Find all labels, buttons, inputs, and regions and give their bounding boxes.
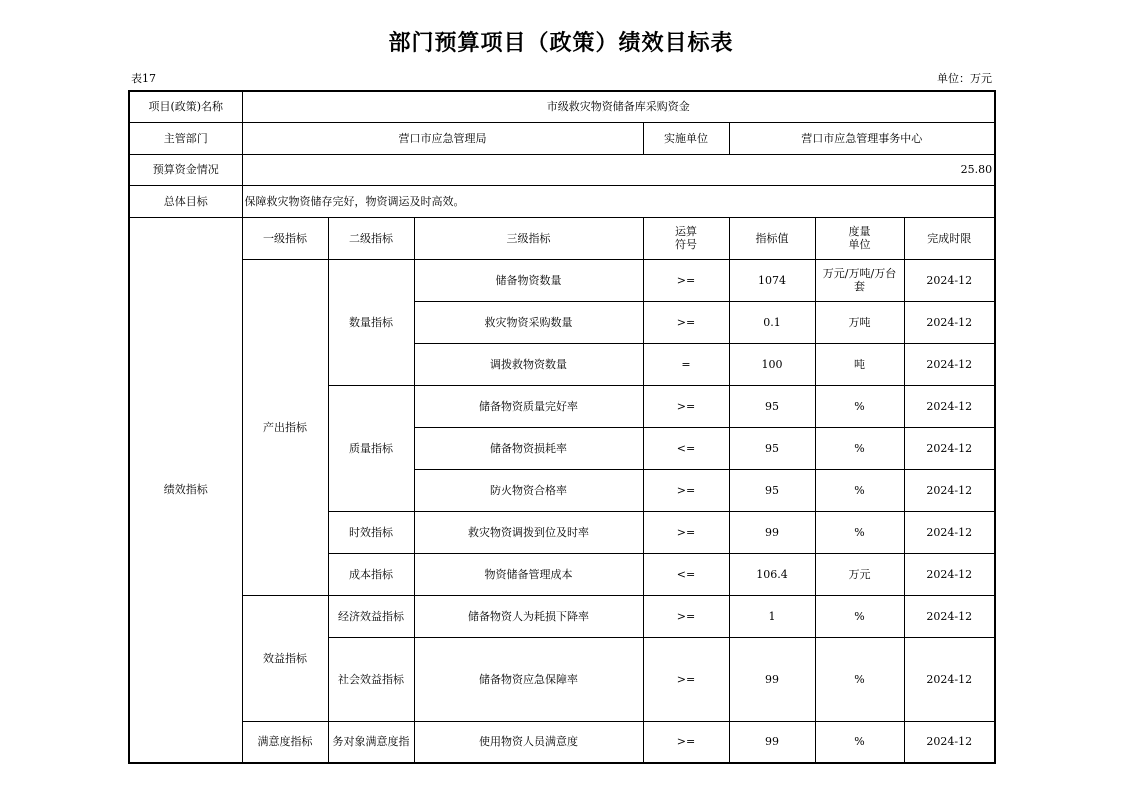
l3-cell: 储备物资损耗率	[414, 427, 643, 469]
l3-cell: 调拨救物资数量	[414, 343, 643, 385]
value-cell: 1	[729, 595, 815, 637]
header-l3: 三级指标	[414, 217, 643, 259]
op-cell: >=	[643, 301, 729, 343]
time-cell: 2024-12	[904, 427, 995, 469]
unit-cell: %	[815, 721, 904, 763]
dept-row	[129, 122, 995, 154]
unit-cell: %	[815, 469, 904, 511]
table-row	[129, 595, 995, 637]
l1-benefit: 效益指标	[242, 595, 328, 721]
l3-cell: 防火物资合格率	[414, 469, 643, 511]
goal-row	[129, 185, 995, 217]
l3-cell: 救灾物资调拨到位及时率	[414, 511, 643, 553]
op-cell: >=	[643, 637, 729, 721]
l3-cell: 使用物资人员满意度	[414, 721, 643, 763]
performance-target-table	[128, 90, 996, 764]
header-l2: 二级指标	[328, 217, 414, 259]
value-cell: 95	[729, 469, 815, 511]
header-time: 完成时限	[904, 217, 995, 259]
time-cell: 2024-12	[904, 637, 995, 721]
value-cell: 106.4	[729, 553, 815, 595]
op-cell: <=	[643, 427, 729, 469]
unit-cell: %	[815, 511, 904, 553]
indicator-header-row	[129, 217, 995, 259]
l3-cell: 储备物资数量	[414, 259, 643, 301]
time-cell: 2024-12	[904, 301, 995, 343]
value-cell: 99	[729, 721, 815, 763]
l2-quality: 质量指标	[328, 385, 414, 511]
budget-label: 预算资金情况	[129, 154, 242, 185]
value-cell: 95	[729, 385, 815, 427]
time-cell: 2024-12	[904, 511, 995, 553]
time-cell: 2024-12	[904, 721, 995, 763]
value-cell: 0.1	[729, 301, 815, 343]
impl-value: 营口市应急管理事务中心	[729, 122, 995, 154]
unit-cell: 万元	[815, 553, 904, 595]
table-row	[129, 721, 995, 763]
project-row	[129, 91, 995, 122]
time-cell: 2024-12	[904, 553, 995, 595]
l2-cost: 成本指标	[328, 553, 414, 595]
op-cell: >=	[643, 385, 729, 427]
l2-timeliness: 时效指标	[328, 511, 414, 553]
op-cell: <=	[643, 553, 729, 595]
unit-label: 单位：万元	[937, 72, 992, 85]
time-cell: 2024-12	[904, 385, 995, 427]
table-number: 表17	[131, 72, 156, 85]
op-cell: >=	[643, 721, 729, 763]
unit-cell: %	[815, 595, 904, 637]
goal-value: 保障救灾物资储存完好，物资调运及时高效。	[242, 185, 995, 217]
l2-service: 务对象满意度指	[328, 721, 414, 763]
unit-cell: %	[815, 385, 904, 427]
page-title: 部门预算项目（政策）绩效目标表	[388, 30, 734, 56]
l2-social: 社会效益指标	[328, 637, 414, 721]
l3-cell: 储备物资质量完好率	[414, 385, 643, 427]
impl-label: 实施单位	[643, 122, 729, 154]
value-cell: 99	[729, 637, 815, 721]
op-cell: >=	[643, 469, 729, 511]
perf-label: 绩效指标	[129, 217, 242, 763]
project-label: 项目(政策)名称	[129, 91, 242, 122]
table-row	[129, 259, 995, 301]
l1-satisfaction: 满意度指标	[242, 721, 328, 763]
budget-row	[129, 154, 995, 185]
value-cell: 1074	[729, 259, 815, 301]
l3-cell: 储备物资应急保障率	[414, 637, 643, 721]
dept-label: 主管部门	[129, 122, 242, 154]
unit-cell: 吨	[815, 343, 904, 385]
unit-cell: %	[815, 427, 904, 469]
time-cell: 2024-12	[904, 595, 995, 637]
value-cell: 99	[729, 511, 815, 553]
time-cell: 2024-12	[904, 343, 995, 385]
unit-cell: 万元/万吨/万台套	[815, 259, 904, 301]
op-cell: >=	[643, 511, 729, 553]
unit-cell: 万吨	[815, 301, 904, 343]
header-unit: 度量 单位	[815, 217, 904, 259]
time-cell: 2024-12	[904, 259, 995, 301]
dept-value: 营口市应急管理局	[242, 122, 643, 154]
goal-label: 总体目标	[129, 185, 242, 217]
header-l1: 一级指标	[242, 217, 328, 259]
value-cell: 95	[729, 427, 815, 469]
project-value: 市级救灾物资储备库采购资金	[242, 91, 995, 122]
header-op: 运算 符号	[643, 217, 729, 259]
l3-cell: 救灾物资采购数量	[414, 301, 643, 343]
l2-economic: 经济效益指标	[328, 595, 414, 637]
op-cell: =	[643, 343, 729, 385]
l3-cell: 物资储备管理成本	[414, 553, 643, 595]
op-cell: >=	[643, 595, 729, 637]
value-cell: 100	[729, 343, 815, 385]
budget-value: 25.80	[242, 154, 995, 185]
unit-cell: %	[815, 637, 904, 721]
l1-output: 产出指标	[242, 259, 328, 595]
time-cell: 2024-12	[904, 469, 995, 511]
l2-quantity: 数量指标	[328, 259, 414, 385]
l3-cell: 储备物资人为耗损下降率	[414, 595, 643, 637]
op-cell: >=	[643, 259, 729, 301]
header-val: 指标值	[729, 217, 815, 259]
